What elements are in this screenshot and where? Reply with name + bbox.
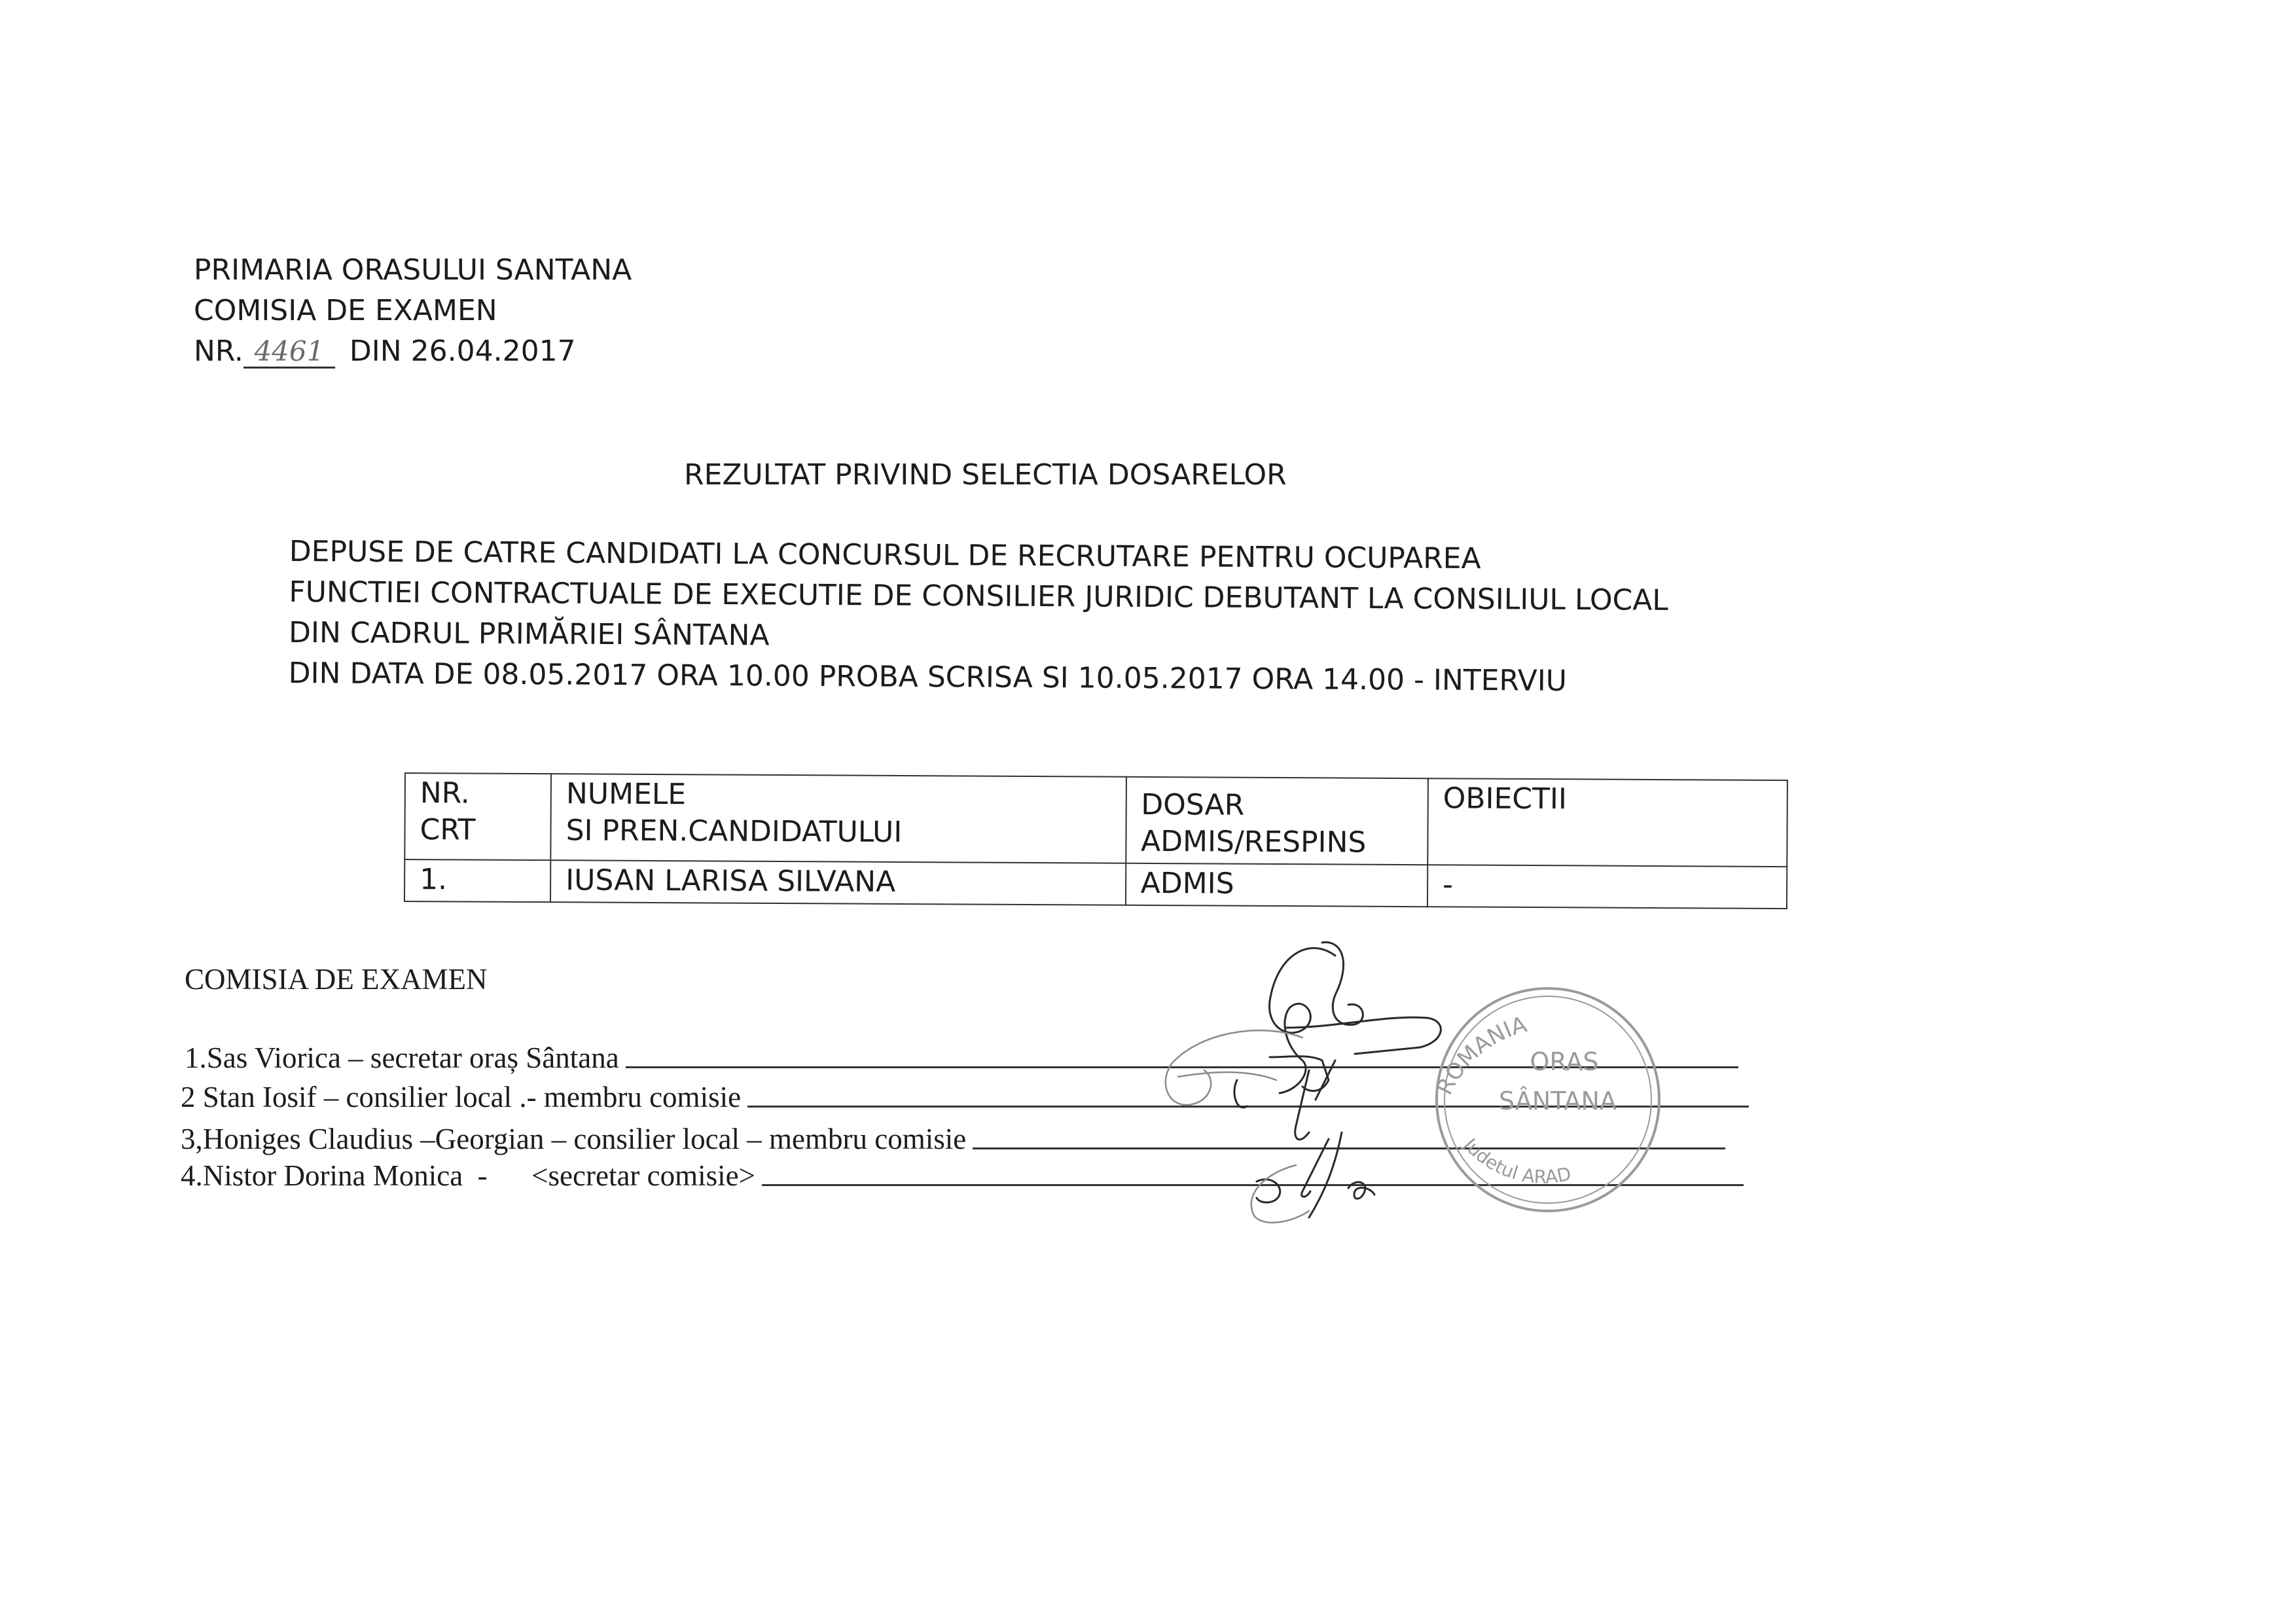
document-subtitle [288,532,1668,702]
document-header [194,250,632,372]
stamp-bottom-text: Judetul ARAD [1459,1134,1573,1188]
handwritten-signature-icon [1234,943,1441,1140]
registration-number [194,331,632,372]
commission-member-3: 3,Honiges Claudius –Georgian – consilier local – membru comisie [181,1122,1725,1156]
stamp-center-top: ORAS [1530,1047,1599,1076]
subtitle-line: DIN DATA DE 08.05.2017 ORA 10.00 PROBA SCRISA SI 10.05.2017 ORA 14.00 - INTERVIU [288,656,1568,698]
nr-prefix: NR. [194,334,243,368]
subtitle-line: FUNCTIEI CONTRACTUALE DE EXECUTIE DE CONSILIER JURIDIC DEBUTANT LA CONSILIUL LOCAL [289,575,1669,617]
cell-objections: - [1427,865,1787,909]
registration-date: DIN 26.04.2017 [349,334,576,368]
commission-member-4: 4.Nistor Dorina Monica - <secretar comisie> [181,1159,1744,1193]
stamp-center-bottom: SÂNTANA [1499,1087,1617,1115]
subtitle-line: DIN CADRUL PRIMĂRIEI SÂNTANA [288,615,770,653]
table-header-row [404,773,1787,867]
nr-handwritten-value: 4461 [243,336,335,369]
commission-member-1: 1.Sas Viorica – secretar oraș Sântana [185,1041,1738,1075]
document-title: REZULTAT PRIVIND SELECTIA DOSARELOR [684,458,1287,492]
subtitle-line: DEPUSE DE CATRE CANDIDATI LA CONCURSUL DE RECRUTARE PENTRU OCUPAREA [289,534,1481,576]
handwritten-signature-icon [1257,1132,1374,1218]
institution-name: PRIMARIA ORASULUI SANTANA [194,253,632,287]
cell-name: IUSAN LARISA SILVANA [550,860,1126,905]
header-commission: COMISIA DE EXAMEN [194,294,497,327]
header-candidate-name: NUMELE SI PREN.CANDIDATULUI [550,774,1126,863]
stamp-top-text: ROMANIA [1431,1011,1530,1099]
table-row [404,859,1787,909]
header-objections: OBIECTII [1427,778,1787,867]
header-nr-crt: NR. CRT [404,773,551,860]
commission-title: COMISIA DE EXAMEN [185,963,488,996]
stamp-and-signatures [1139,929,1676,1231]
cell-status: ADMIS [1126,863,1428,907]
cell-nr: 1. [404,859,550,902]
commission-member-2: 2 Stan Iosif – consilier local .- membru comisie [181,1080,1749,1114]
header-file-status: DOSAR ADMIS/RESPINS [1126,777,1428,865]
results-table [404,772,1788,909]
